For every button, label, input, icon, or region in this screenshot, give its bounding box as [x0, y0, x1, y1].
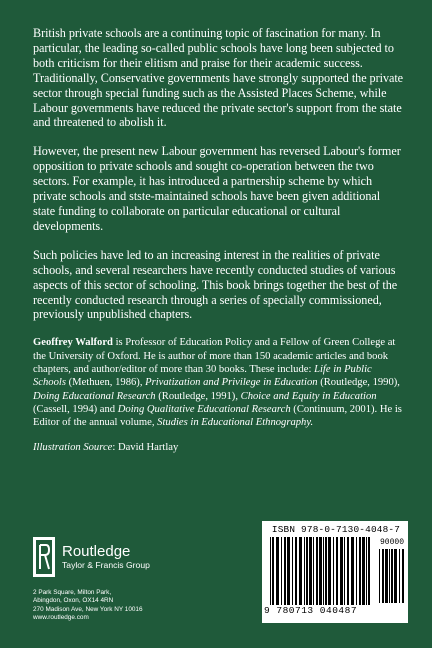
- bio-text: (Continuum, 2001). He is Editor of the annual volume,: [33, 403, 402, 429]
- publisher-group: Taylor & Francis Group: [62, 559, 150, 570]
- barcode-bar: [325, 537, 327, 605]
- address-line: Abingdon, Oxon, OX14 4RN: [33, 597, 114, 605]
- barcode-bar: [306, 537, 308, 605]
- barcode-bar: [316, 537, 318, 605]
- paragraph-book: Such policies have led to an increasing interest in the realities of private schools, and several researchers have recently conducted studies of various aspects of this sector of schooling. This book brings together the best of the recently conducted research through a series of specially commissioned, previously unpublished chapters.: [33, 247, 398, 322]
- barcode-bar: [284, 537, 286, 605]
- main-text: [33, 26, 405, 454]
- author-name: Geoffrey Walford: [33, 337, 113, 349]
- barcode-bar: [304, 537, 305, 605]
- barcode-bar: [319, 537, 322, 605]
- bio-text: is Professor of Education Policy and a Fellow of Green College at the University of Oxford. He is author of more than 150 academic articles and book chapters, and author/editor of more than 30 books. These include:: [33, 337, 396, 375]
- barcode-bar: [347, 537, 349, 605]
- paragraph-labour: However, the present new Labour government has reversed Labour's former opposition to private schools and sought co-operation between the two sectors. For example, it has introduced a partnership scheme by which private schools and stste-maintained schools have been given additional state funding to collaborate on particular educational or cultural developments.: [33, 144, 401, 233]
- barcode-bar: [272, 537, 274, 605]
- address-line: 2 Park Square, Milton Park,: [33, 589, 112, 596]
- bio-text: (Methuen, 1986),: [65, 377, 146, 389]
- publisher-block: [33, 537, 213, 623]
- bio-text: (Routledge, 1991),: [155, 390, 241, 402]
- barcode-bar: [313, 537, 314, 605]
- price-code: 90000: [380, 538, 405, 547]
- author-bio: [33, 336, 405, 429]
- barcode-bar: [287, 537, 290, 605]
- barcode-bar: [340, 537, 343, 605]
- barcode-bar: [309, 537, 312, 605]
- barcode-bar: [402, 549, 404, 603]
- paragraph-intro: British private schools are a continuing topic of fascination for many. In particular, the leading so-called public schools have long been subjected to both criticism for their elitism and praise for their academic success. Traditionally, Conservative governments have strongly supported the private sector through special funding such as the Assisted Places Scheme, while Labour governments have reduced the private sector's support from the state and threatened to abolish it.: [33, 26, 404, 130]
- address-line: www.routledge.com: [33, 614, 89, 622]
- barcode-bar: [356, 537, 357, 605]
- barcode-bar: [359, 537, 361, 605]
- barcode-bar: [399, 549, 400, 603]
- barcode-bar: [389, 549, 390, 603]
- book-title: Doing Educational Research: [33, 390, 156, 402]
- barcode-bar: [281, 537, 282, 605]
- barcode-bar: [276, 537, 279, 605]
- barcode-bar: [344, 537, 345, 605]
- barcode-digits: 9 780713 040487: [264, 605, 358, 616]
- book-title: Doing Qualitative Educational Research: [117, 403, 291, 415]
- publisher-name: Routledge: [62, 542, 131, 560]
- book-title: Privatization and Privilege in Education: [145, 377, 318, 389]
- routledge-logo-icon: [33, 537, 55, 577]
- barcode-bar: [394, 549, 397, 603]
- illustration-label: Illustration Source: [33, 442, 113, 454]
- barcode-bar: [362, 537, 365, 605]
- illustration-credit: [33, 441, 405, 454]
- barcode-bar: [379, 549, 380, 603]
- barcode-bars: [270, 537, 374, 605]
- bio-text: (Routledge, 1990),: [317, 377, 400, 389]
- barcode-bar: [333, 537, 334, 605]
- book-title: Life in Public Schools: [33, 363, 372, 389]
- barcode-bar: [328, 537, 331, 605]
- barcode-bar: [323, 537, 324, 605]
- barcode-bar: [385, 549, 388, 603]
- barcode-bar: [382, 549, 384, 603]
- isbn-barcode: [262, 521, 408, 623]
- barcode-bar: [295, 537, 297, 605]
- isbn-number: ISBN 978-0-7130-4048-7: [271, 524, 401, 535]
- illustration-value: : David Hartlay: [112, 442, 179, 454]
- barcode-bar: [391, 549, 393, 603]
- barcode-bar: [336, 537, 338, 605]
- barcode-bar: [351, 537, 354, 605]
- barcode-bar: [299, 537, 302, 605]
- price-barcode-bars: [379, 549, 405, 603]
- publisher-address: [33, 589, 213, 623]
- book-title: Studies in Educational Ethnography.: [157, 417, 314, 429]
- barcode-bar: [366, 537, 367, 605]
- barcode-bar: [292, 537, 293, 605]
- barcode-bar: [270, 537, 271, 605]
- barcode-bar: [368, 537, 370, 605]
- bio-text: (Cassell, 1994) and: [33, 403, 118, 415]
- address-line: 270 Madison Ave, New York NY 10016: [33, 605, 143, 613]
- book-title: Choice and Equity in Education: [240, 390, 377, 402]
